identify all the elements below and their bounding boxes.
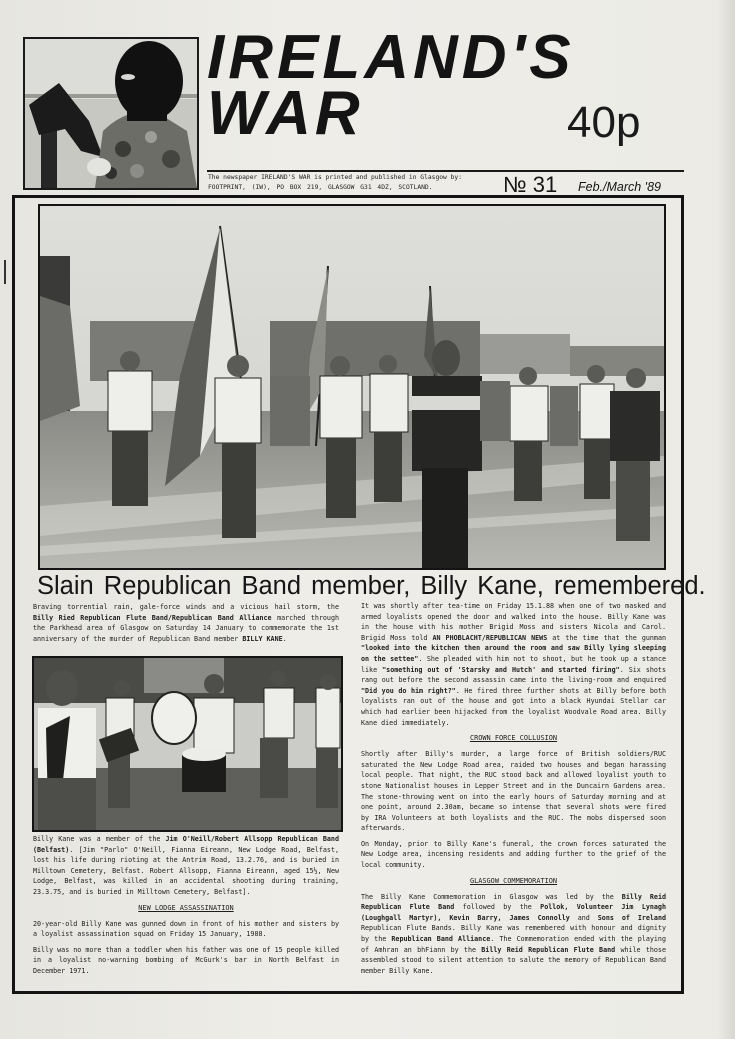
subhead-glasgow-commemoration: GLASGOW COMMEMORATION (469, 876, 558, 885)
left-column-lower (33, 834, 339, 982)
hero-photo-band-march (38, 204, 666, 570)
band-photo-drummers (32, 656, 343, 832)
text-run: Billy Kane was a member of the (33, 835, 166, 843)
imprint-line-1: The newspaper IRELAND'S WAR is printed and published in Glasgow by: (208, 174, 463, 181)
bold-run: AN PHOBLACHT/REPUBLICAN NEWS (432, 633, 548, 642)
bold-run: Jim O'Neill/Robert Allsopp Republican Band (Belfast) (33, 835, 339, 854)
subhead-crown-force-collusion: CROWN FORCE COLLUSION (469, 734, 558, 743)
commemoration-paragraph (361, 892, 666, 977)
title-line-1: IRELAND'S (207, 23, 575, 92)
collusion-paragraph-1: Shortly after Billy's murder, a large force of British soldiers/RUC saturated the New Lodge Road area, raided two houses and began harassing local people. That night, the RUC stood back and allowed loyalist youth to stone Nationalist houses in Lepper Street and in the Duncairn Gardens area. The stone-throwing went on into the early hours of Saturday morning and at one point, around 2.30am, became so intense that several shots were fired by IRA Volunteers at both loyalists and the RUC. The mobs dispersed soon afterwards. (361, 750, 666, 833)
shooting-paragraph (361, 601, 666, 728)
text-run: . The Commemoration ended with the playing of Amhran an bhFiann by the (361, 935, 666, 954)
newspaper-title (207, 23, 575, 148)
cover-price: 40p (567, 98, 641, 147)
issue-date: Feb./March '89 (578, 180, 661, 194)
bold-run: "Did you do him right?" (361, 686, 456, 695)
masthead-photo-masked-figure (23, 37, 199, 190)
bold-run: Republican Band Alliance (391, 935, 491, 944)
bold-run: Billy Ried Republican Flute Band/Republican Band Alliance (33, 613, 272, 622)
imprint-notice (208, 173, 508, 193)
bio-paragraph (33, 834, 339, 898)
text-run: and (569, 913, 598, 922)
text-run: The Billy Kane Commemoration in Glasgow was led by the (361, 892, 622, 901)
text-run: . (282, 634, 287, 643)
bold-run: Billy Reid Republican Flute Band (481, 945, 616, 954)
text-run: at the time that the gunman (547, 633, 666, 642)
bold-run: "looked into the kitchen then around the room and saw Billy lying sleeping on the settee" (361, 644, 666, 663)
bold-run: Pollok, Volunteer Jim Lynagh (Loughgall Martyr), Kevin Barry, James Connolly (361, 903, 666, 922)
bold-run: BILLY KANE (242, 634, 283, 643)
intro-paragraph (33, 602, 339, 649)
article-headline: Slain Republican Band member, Billy Kane, remembered. (37, 572, 706, 600)
text-run: . [Jim "Parlo" O'Neill, Fianna Eireann, New Lodge Road, Belfast, lost his life during rioting at the Antrim Road, 13.2.76, and is buried in Milltown Cemetery, Belfast. Robert Allsopp, Fianna Eireann, aged 15½, New Lodge, Belfast, was killed in an accidental shooting during training, 23.3.75, and is buried in Milltown Cemetery, Belfast]. (33, 845, 339, 896)
imprint-line-2: FOOTPRINT, (IW), PO BOX 219, GLASGOW G31 4DZ, SCOTLAND. (208, 184, 433, 191)
text-run: It was shortly after tea-time on Friday 15.1.88 when one of two masked and armed loyalists opened the door and walked into the house. Billy Kane was in the house with his mother Brigid Moss and sisters Nicola and Carol. Brigid Moss told (361, 602, 666, 642)
subhead-new-lodge-assassination: NEW LODGE ASSASSINATION (138, 903, 234, 912)
masthead-rule (207, 170, 684, 172)
text-run: . She pleaded with him not to shoot, but he took up a stance like (361, 654, 666, 674)
margin-mark (4, 260, 6, 284)
assassination-paragraph-2: Billy was no more than a toddler when his father was one of 15 people killed in a loyalist no-warning bombing of McGurk's bar in North Belfast in December 1971. (33, 945, 339, 975)
text-run: Braving torrential rain, gale-force winds and a vicious hail storm, the (33, 603, 339, 611)
right-column (361, 601, 666, 981)
page-edge-shadow (717, 0, 735, 1039)
text-run: marched through the Parkhead area of Glasgow on Saturday 14 January to commemorate the 1st anniversary of the murder of Republican Band member (33, 613, 340, 643)
bold-run: Billy Reid Republican Flute Band (361, 892, 666, 912)
issue-number: № 31 (503, 172, 558, 197)
collusion-paragraph-2: On Monday, prior to Billy Kane's funeral, the crown forces saturated the New Lodge area, incensing residents and adding further to the grief of the local community. (361, 839, 666, 870)
text-run: Republican Flute Bands. Billy Kane was remembered with honour and dignity by the (361, 924, 666, 944)
text-run: . He fired three further shots at Billy before both loyalists ran out of the house and got into a black Hyundai Stellar car which had earlier been hijacked from the loyalist Woodvale Road area. Billy Kane died immediately. (361, 686, 666, 727)
title-line-2: WAR (207, 79, 364, 148)
text-run: while those assembled stood to silent attention to salute the memory of Republican Band member Billy Kane. (361, 945, 666, 975)
text-run: followed by the (454, 903, 541, 912)
intro-text (33, 602, 339, 644)
bold-run: Sons of Ireland (597, 913, 667, 922)
assassination-paragraph-1: 20-year-old Billy Kane was gunned down in front of his mother and sisters by a loyalist assassination squad on Friday 15 January, 1988. (33, 919, 339, 939)
bold-run: "something out of 'Starsky and Hutch' and started firing" (382, 665, 620, 674)
text-run: . Six shots rang out before the second assassin came into the living-room and enquired (361, 665, 666, 685)
